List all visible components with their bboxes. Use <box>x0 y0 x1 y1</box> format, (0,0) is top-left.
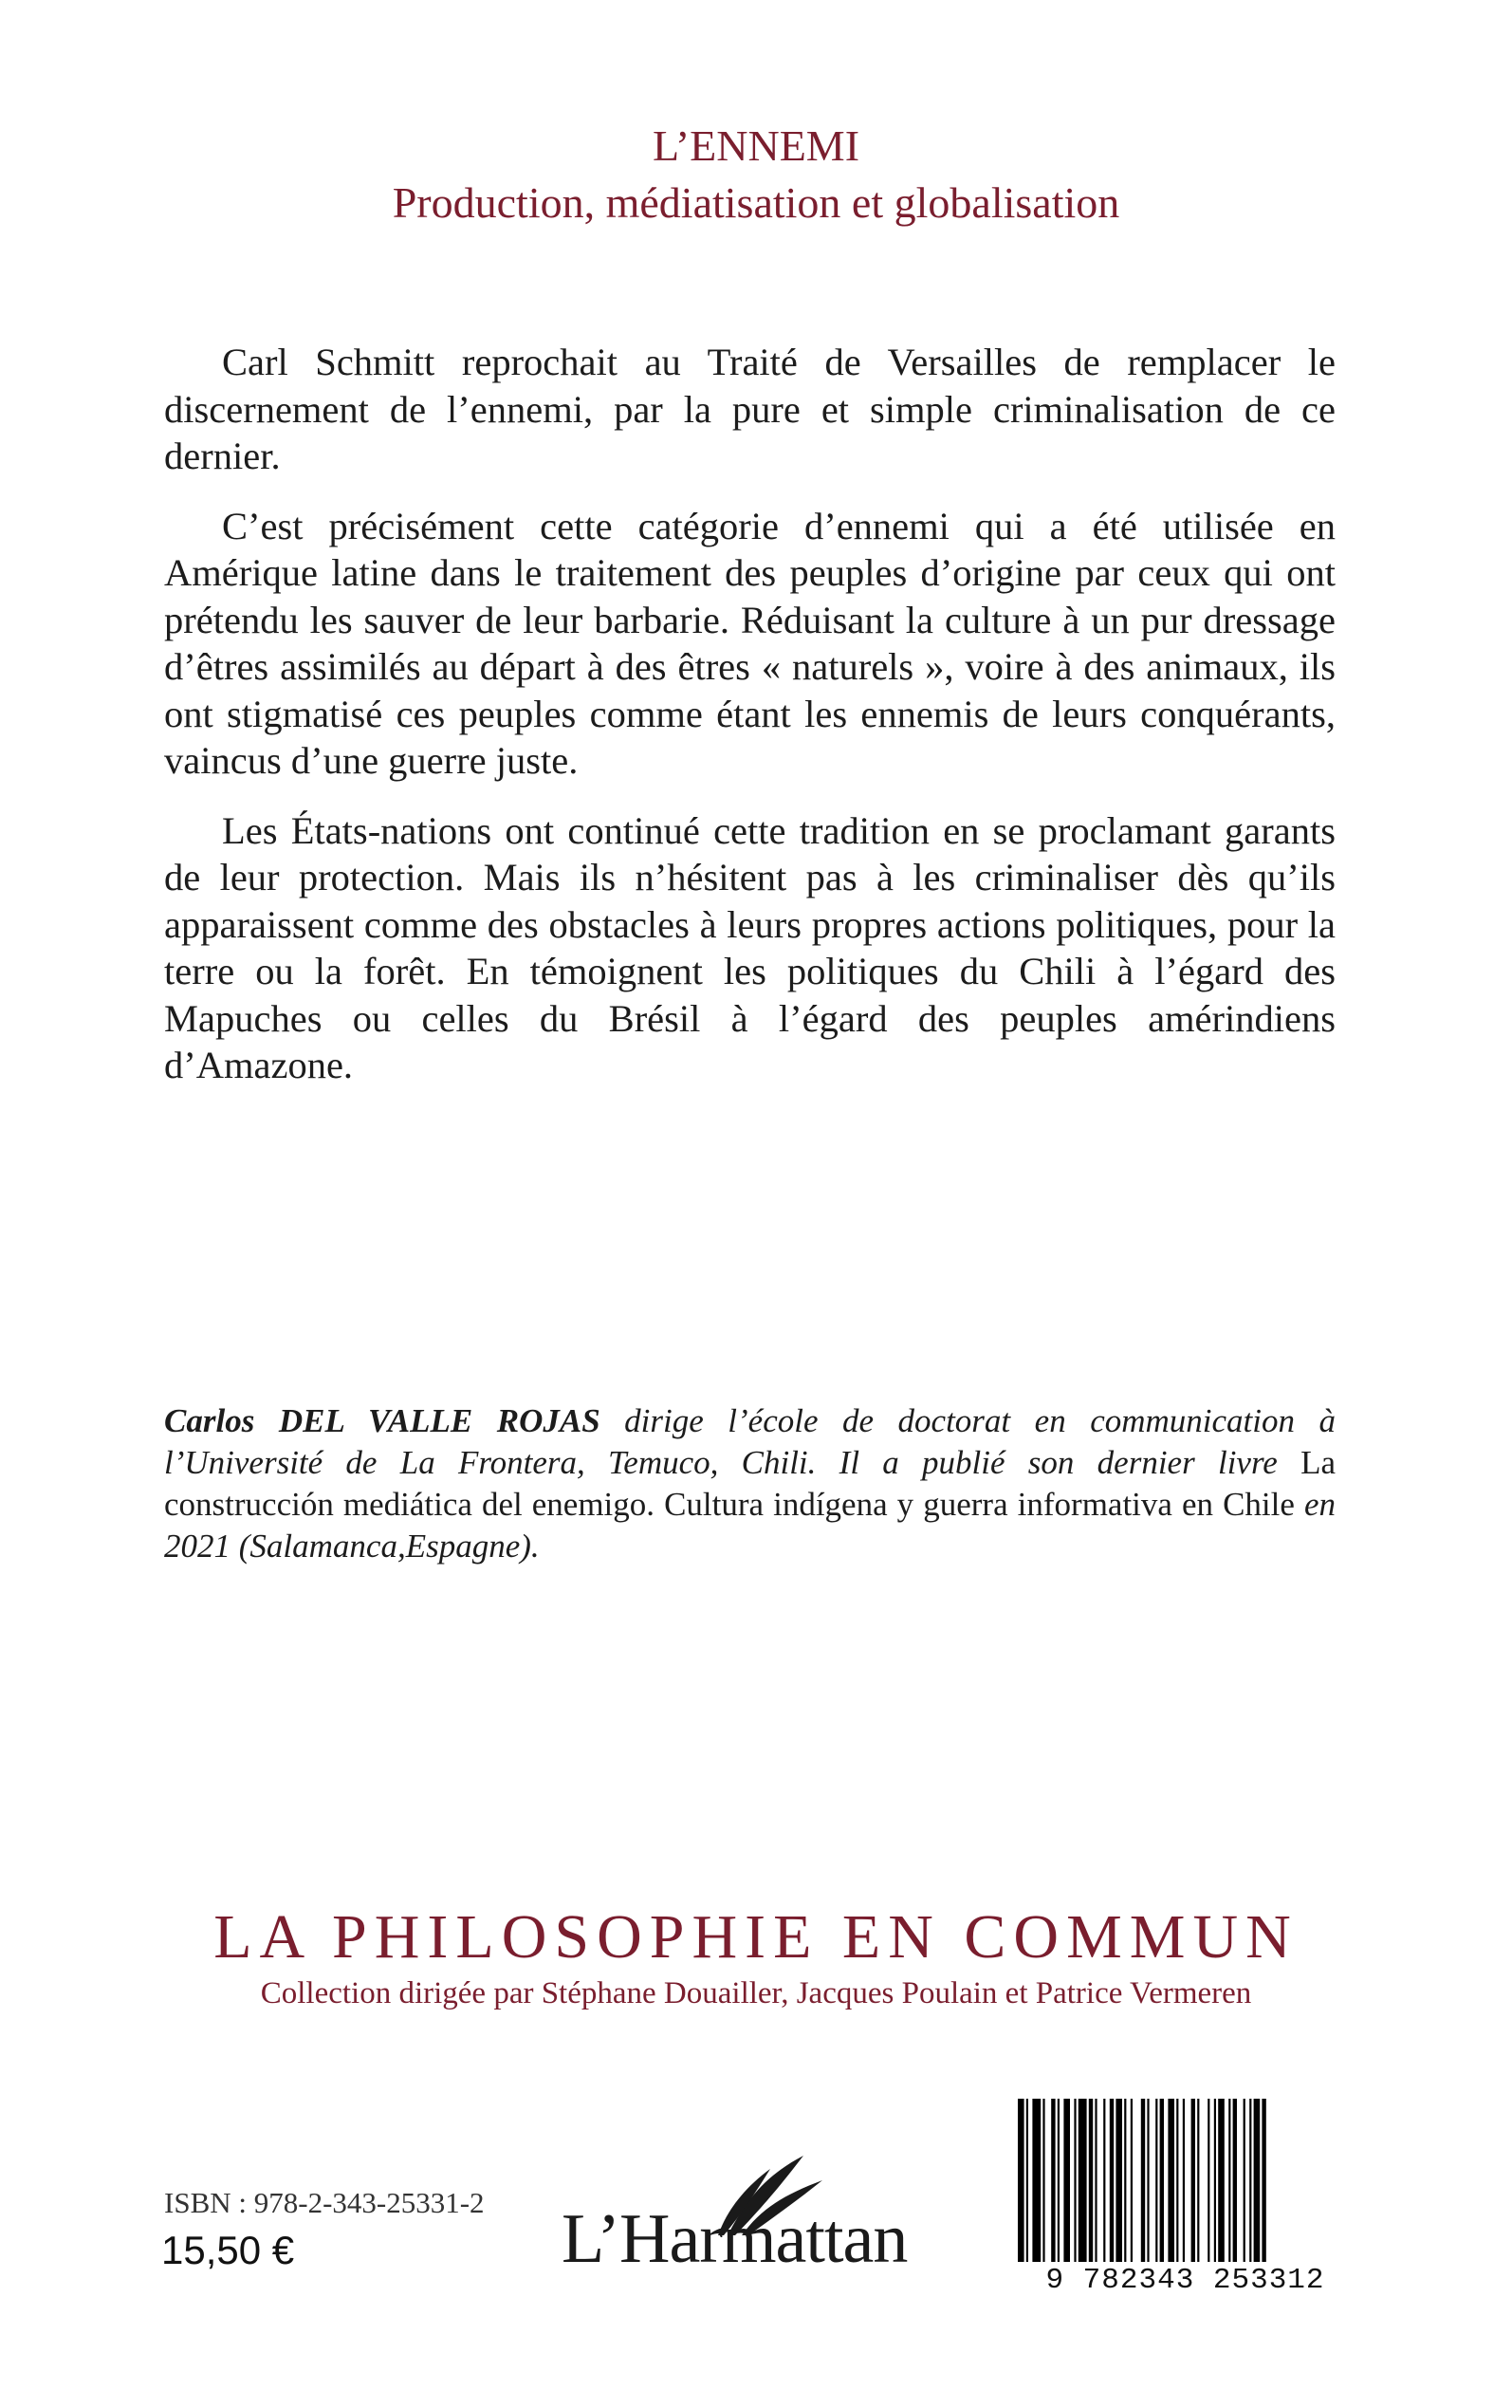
barcode-bar <box>1183 2099 1185 2262</box>
barcode-bar <box>1032 2099 1041 2262</box>
barcode-bar <box>1228 2099 1230 2262</box>
author-name: Carlos DEL VALLE ROJAS <box>164 1402 600 1439</box>
book-subtitle: Production, médiatisation et globalisation <box>392 178 1120 227</box>
barcode-bar <box>1197 2099 1199 2262</box>
barcode-bar <box>1079 2099 1087 2262</box>
barcode-bar <box>1042 2099 1044 2262</box>
barcode-bar <box>1018 2099 1024 2262</box>
blurb-paragraph-1: Carl Schmitt reprochait au Traité de Versailles de remplacer le discernement de l’ennemi, par la pure et simple criminalisation de ce dernier. <box>164 341 1336 477</box>
publisher-logo <box>562 2152 960 2285</box>
barcode-bar <box>1168 2099 1174 2262</box>
collection-directors: Collection dirigée par Stéphane Douailler, Jacques Poulain et Patrice Vermeren <box>260 1976 1252 2010</box>
barcode-bar <box>1262 2099 1265 2262</box>
barcode-bar <box>1176 2099 1178 2262</box>
barcode-bar <box>1116 2099 1122 2262</box>
price: 15,50 € <box>161 2228 295 2272</box>
barcode-bar <box>1244 2099 1245 2262</box>
publisher-name: L’Harmattan <box>562 2200 908 2278</box>
barcode-bar <box>1089 2099 1093 2262</box>
author-bio <box>164 1400 1336 1567</box>
barcode-bar <box>1063 2099 1070 2262</box>
barcode-bar <box>1095 2099 1097 2262</box>
blurb-paragraph-3: Les États-nations ont continué cette tradition en se proclamant garants de leur protection. Mais ils n’hésitent pas à les criminaliser dès qu’ils apparaissent comme des obstacles à leurs propres actions politiques, pour la terre ou la forêt. En témoignent les politiques du Chili à l’égard des Mapuches ou celles du Brésil à l’égard des peuples amérindiens d’Amazone. <box>164 808 1336 1086</box>
barcode-bar <box>1249 2099 1251 2262</box>
blurb <box>164 339 1336 1112</box>
bio-text-2: en 2021 (Salamanca,Espagne). <box>164 1486 1336 1565</box>
barcode-bar <box>1058 2099 1060 2262</box>
barcode-bar <box>1141 2099 1145 2262</box>
blurb-paragraph-2: C’est précisément cette catégorie d’ennemi qui a été utilisée en Amérique latine dans le traitement des peuples d’origine par ceux qui ont prétendu les sauver de leur barbarie. Réduisant la culture à un pur dressage d’êtres assimilés au départ à des êtres « naturels », voire à des animaux, ils ont stigmatisé ces peuples comme étant les ennemis de leurs conquérants, vaincus d’une guerre juste. <box>164 504 1336 782</box>
bio-text-1: dirige l’école de doctorat en communication à l’Université de La Frontera, Temuco, Chili. Il a publié son dernier livre <box>164 1402 1337 1481</box>
barcode-bar <box>1233 2099 1237 2262</box>
barcode-bar <box>1191 2099 1195 2262</box>
barcode-bar <box>1254 2099 1261 2262</box>
book-title-block <box>0 118 1512 232</box>
barcode-bar <box>1051 2099 1055 2262</box>
isbn: ISBN : 978-2-343-25331-2 <box>164 2186 485 2219</box>
barcode-bar <box>1147 2099 1149 2262</box>
barcode-bar <box>1074 2099 1076 2262</box>
barcode-bar <box>1214 2099 1216 2262</box>
barcode-digits: 9 782343 253312 <box>1045 2264 1325 2297</box>
barcode-bar <box>1218 2099 1225 2262</box>
barcode-bar <box>1208 2099 1209 2262</box>
barcode-bar <box>1155 2099 1157 2262</box>
barcode-bar <box>1131 2099 1133 2262</box>
barcode-bar <box>1124 2099 1126 2262</box>
bio-book-title: La construcción mediática del enemigo. Cultura indígena y guerra informativa en Chile <box>164 1444 1336 1523</box>
barcode-bar <box>1160 2099 1164 2262</box>
barcode-bar <box>1103 2099 1105 2262</box>
barcode <box>1010 2095 1360 2306</box>
barcode-bar <box>1110 2099 1114 2262</box>
barcode-bars <box>1010 2095 1360 2266</box>
collection-name: LA PHILOSOPHIE EN COMMUN <box>213 1902 1299 1972</box>
barcode-bar <box>1026 2099 1028 2262</box>
book-title: L’ENNEMI <box>652 121 860 170</box>
